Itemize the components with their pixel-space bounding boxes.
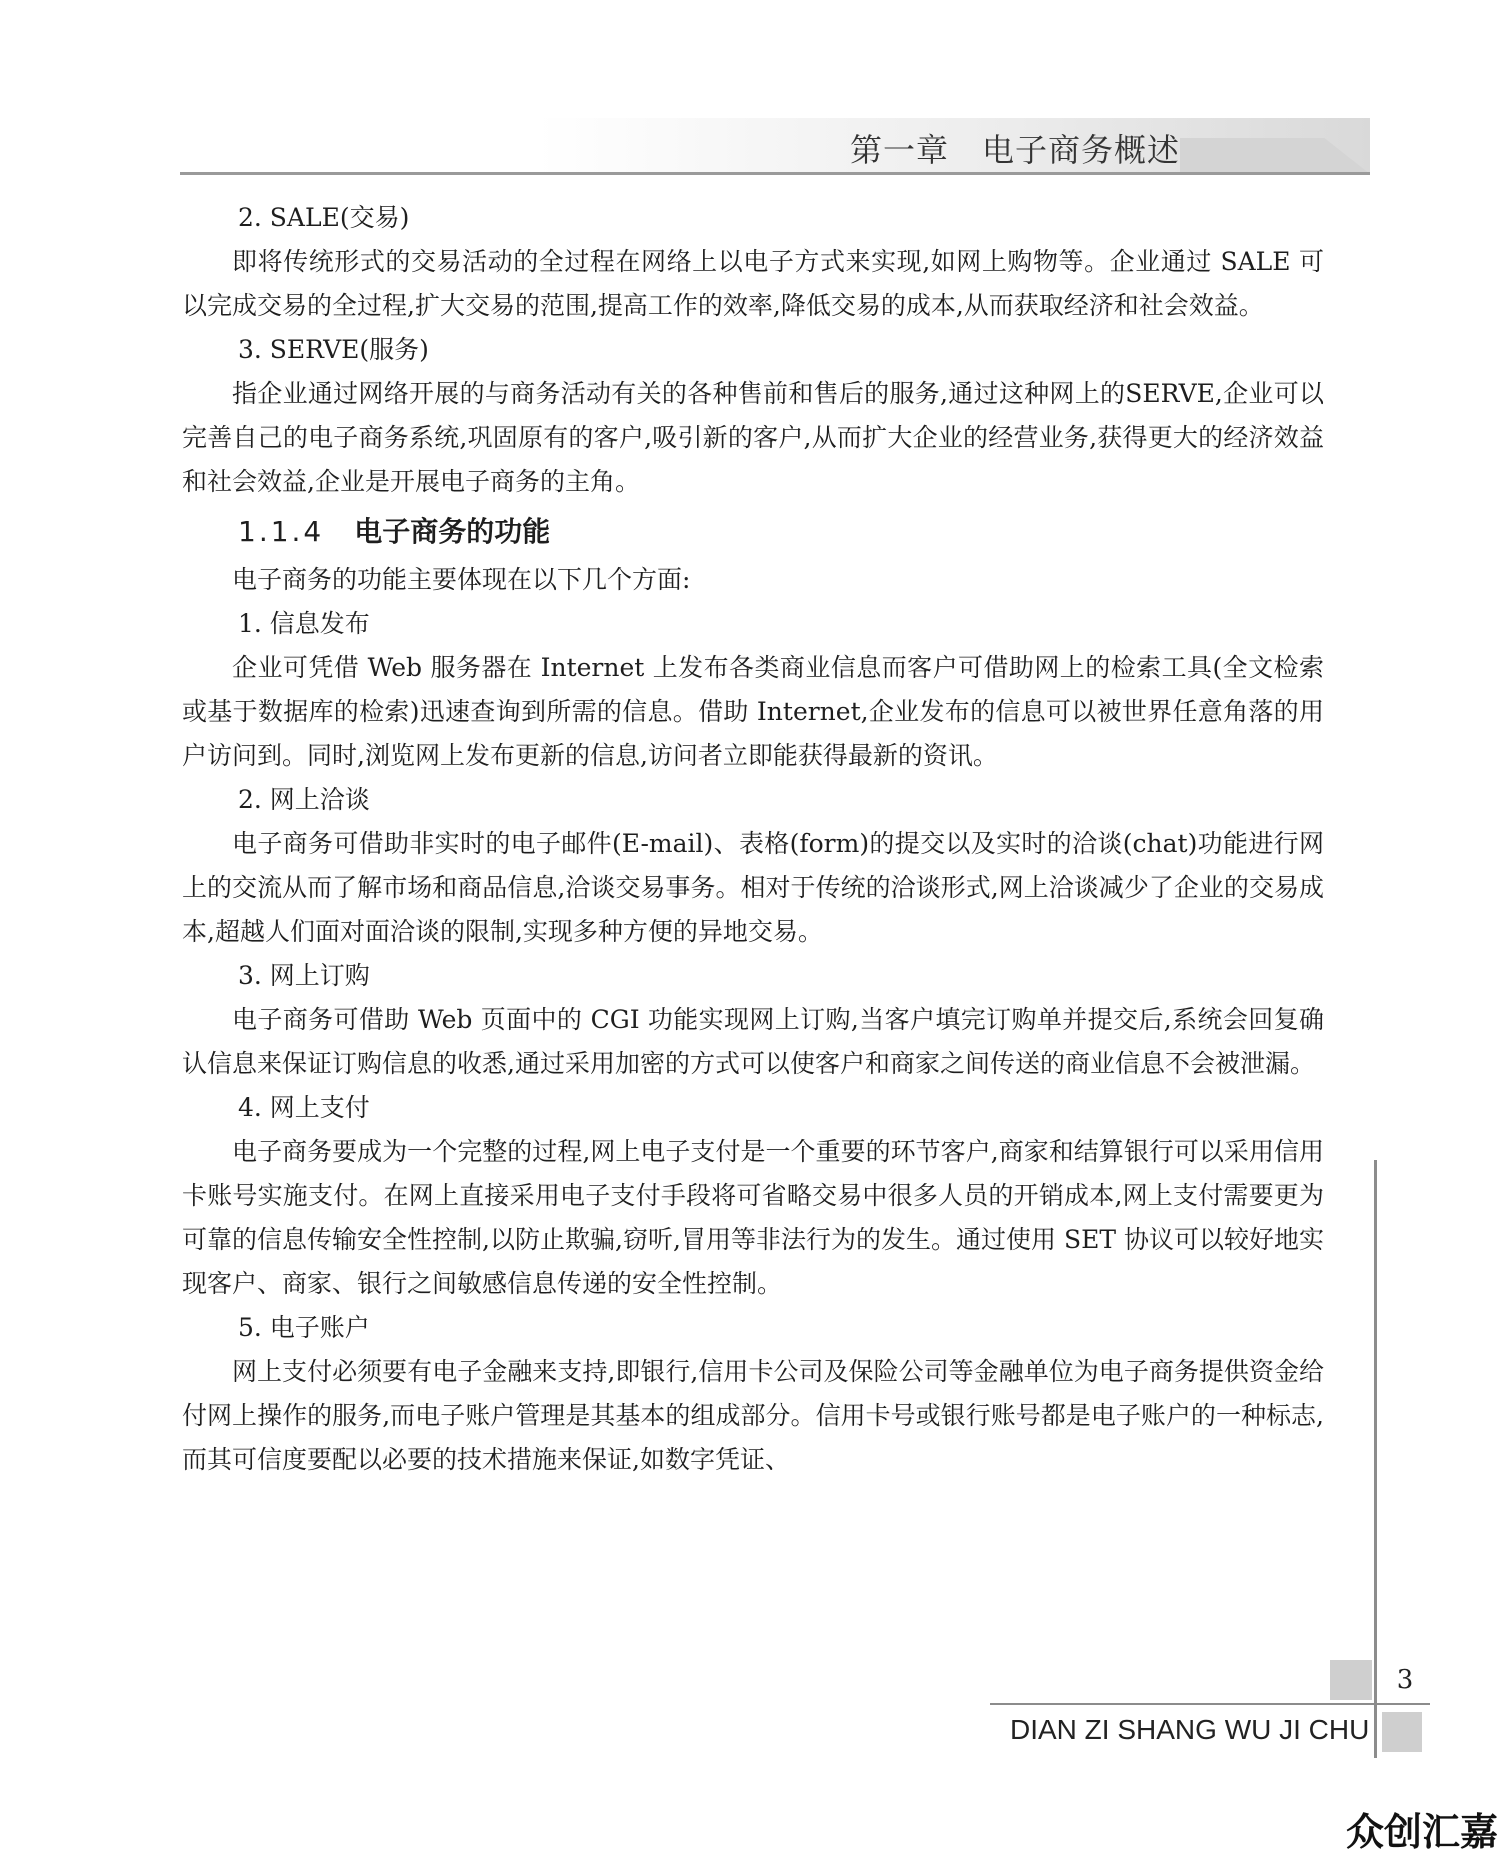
watermark: 众创汇嘉 xyxy=(1346,1810,1499,1854)
section-heading xyxy=(182,510,1324,554)
item-heading-serve: 3. SERVE(服务) xyxy=(238,335,429,364)
item-body-online-ordering: 电子商务可借助 Web 页面中的 CGI 功能实现网上订购,当客户填完订购单并提交后,系统会回复确认信息来保证订购信息的收悉,通过采用加密的方式可以使客户和商家之间传送的商业信息不会被泄漏。 xyxy=(182,1005,1324,1078)
margin-rule xyxy=(1374,1160,1377,1758)
section-title: 电子商务的功能 xyxy=(354,515,551,548)
page-number-box xyxy=(1330,1660,1372,1700)
section-intro: 电子商务的功能主要体现在以下几个方面: xyxy=(232,565,691,594)
item-heading-online-payment: 4. 网上支付 xyxy=(238,1093,370,1122)
footer-rule xyxy=(990,1703,1430,1705)
chapter-title: 第一章 电子商务概述 xyxy=(850,131,1181,169)
item-heading-info-publish: 1. 信息发布 xyxy=(238,609,370,638)
item-body-online-payment: 电子商务要成为一个完整的过程,网上电子支付是一个重要的环节客户,商家和结算银行可以采用信用卡账号实施支付。在网上直接采用电子支付手段将可省略交易中很多人员的开销成本,网上支付需要更为可靠的信息传输安全性控制,以防止欺骗,窃听,冒用等非法行为的发生。通过使用 SET 协议可以较好地实现客户、商家、银行之间敏感信息传递的安全性控制。 xyxy=(182,1137,1324,1298)
item-body-e-account: 网上支付必须要有电子金融来支持,即银行,信用卡公司及保险公司等金融单位为电子商务提供资金给付网上操作的服务,而电子账户管理是其基本的组成部分。信用卡号或银行账号都是电子账户的一种标志,而其可信度要配以必要的技术措施来保证,如数字凭证、 xyxy=(182,1357,1324,1474)
item-body-sale: 即将传统形式的交易活动的全过程在网络上以电子方式来实现,如网上购物等。企业通过 SALE 可以完成交易的全过程,扩大交易的范围,提高工作的效率,降低交易的成本,从而获取经济和社会效益。 xyxy=(182,247,1324,320)
item-heading-online-ordering: 3. 网上订购 xyxy=(238,961,370,990)
item-heading-online-negotiation: 2. 网上洽谈 xyxy=(238,785,370,814)
header-rule xyxy=(180,172,1370,175)
item-body-serve: 指企业通过网络开展的与商务活动有关的各种售前和售后的服务,通过这种网上的SERVE,企业可以完善自己的电子商务系统,巩固原有的客户,吸引新的客户,从而扩大企业的经营业务,获得更大的经济效益和社会效益,企业是开展电子商务的主角。 xyxy=(182,379,1324,496)
item-heading-sale: 2. SALE(交易) xyxy=(238,203,410,232)
page-body xyxy=(182,196,1324,1482)
footer-box xyxy=(1382,1712,1422,1752)
section-number: 1.1.4 xyxy=(238,515,325,548)
book-title-pinyin: DIAN ZI SHANG WU JI CHU xyxy=(1010,1714,1370,1745)
page-number: 3 xyxy=(1396,1665,1414,1695)
item-body-online-negotiation: 电子商务可借助非实时的电子邮件(E-mail)、表格(form)的提交以及实时的洽谈(chat)功能进行网上的交流从而了解市场和商品信息,洽谈交易事务。相对于传统的洽谈形式,网上洽谈减少了企业的交易成本,超越人们面对面洽谈的限制,实现多种方便的异地交易。 xyxy=(182,829,1324,946)
item-body-info-publish: 企业可凭借 Web 服务器在 Internet 上发布各类商业信息而客户可借助网上的检索工具(全文检索或基于数据库的检索)迅速查询到所需的信息。借助 Internet,企业发布的信息可以被世界任意角落的用户访问到。同时,浏览网上发布更新的信息,访问者立即能获得最新的资讯。 xyxy=(182,653,1324,770)
item-heading-e-account: 5. 电子账户 xyxy=(238,1313,370,1342)
